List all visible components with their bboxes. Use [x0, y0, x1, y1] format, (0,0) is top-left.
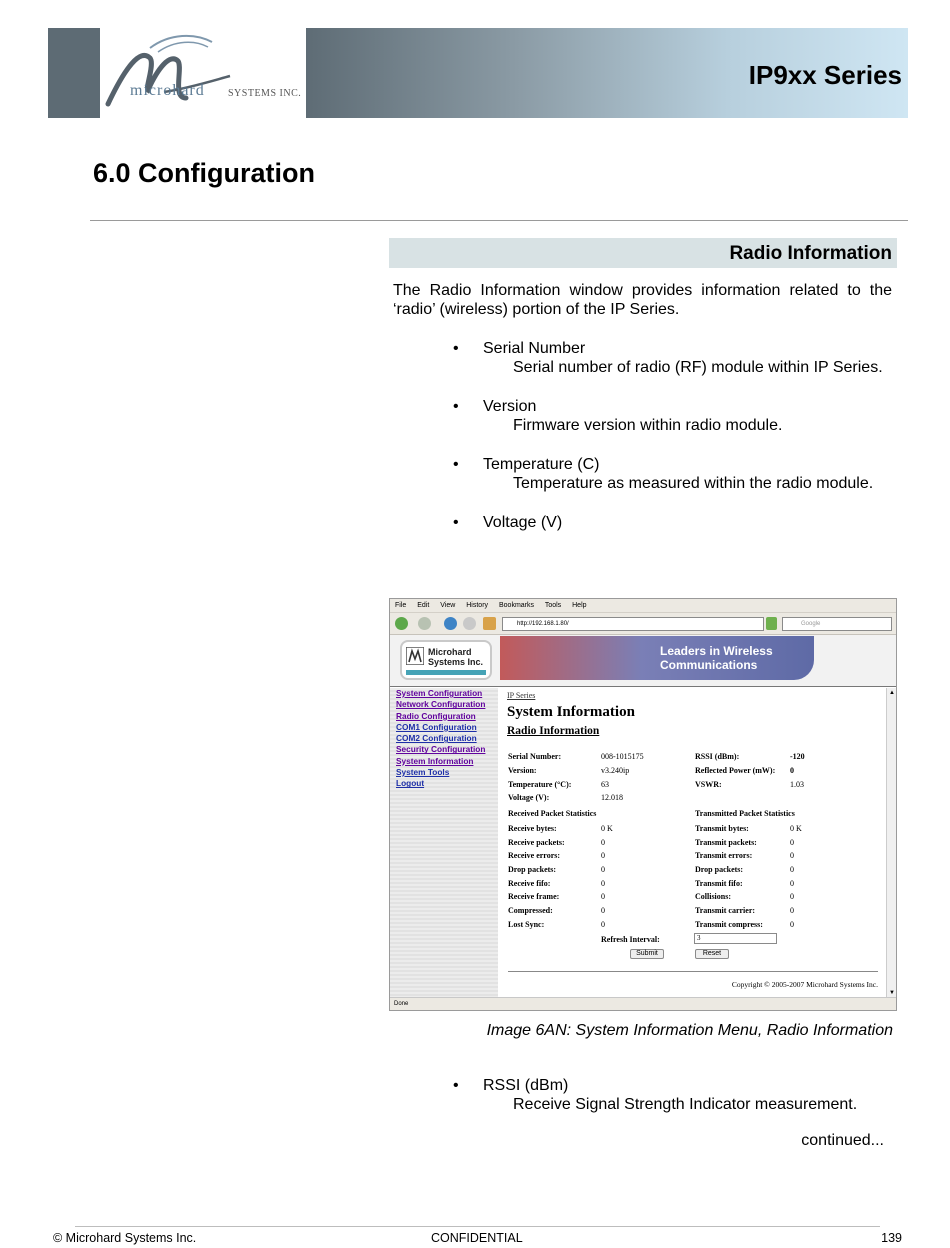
list-item-term: • Version: [453, 397, 893, 416]
browser-navbar: [390, 613, 896, 635]
field-list-continued: [453, 1076, 893, 1134]
banner-brand: Microhard Systems Inc.: [428, 647, 484, 667]
breadcrumb[interactable]: IP Series: [507, 691, 536, 700]
menu-tools[interactable]: Tools: [544, 602, 562, 609]
info-value: 12.018: [601, 793, 623, 802]
stat-key: Drop packets:: [508, 865, 557, 874]
company-logo: [100, 28, 306, 118]
stat-key: Compressed:: [508, 906, 553, 915]
site-content: [498, 688, 886, 998]
stat-value: 0: [601, 920, 605, 929]
intro-paragraph: The Radio Information window provides information related to the ‘radio’ (wireless) portion of the IP Series.: [393, 282, 892, 318]
stat-key: Transmit carrier:: [695, 906, 756, 915]
info-key: RSSI (dBm):: [695, 752, 740, 761]
stat-value: 0: [601, 851, 605, 860]
search-input[interactable]: Google: [782, 617, 892, 631]
stat-value: 0: [790, 906, 794, 915]
stat-key: Receive fifo:: [508, 879, 551, 888]
site-banner: [390, 635, 896, 687]
list-item-term: • RSSI (dBm): [453, 1076, 893, 1095]
tx-stats-title: Transmitted Packet Statistics: [695, 809, 795, 818]
stat-value: 0: [790, 920, 794, 929]
stat-key: Transmit fifo:: [695, 879, 743, 888]
stat-value: 0 K: [790, 824, 802, 833]
list-item-term: • Serial Number: [453, 339, 893, 358]
site-sidebar: [390, 688, 498, 998]
scroll-up-icon[interactable]: ▲: [889, 690, 895, 696]
content-divider: [508, 971, 878, 972]
logo-systems-text: SYSTEMS INC.: [228, 88, 302, 99]
browser-screenshot: [389, 598, 897, 1011]
menu-view[interactable]: View: [440, 602, 456, 609]
info-value: -120: [790, 752, 805, 761]
stop-icon[interactable]: [463, 617, 476, 630]
footer-confidential: CONFIDENTIAL: [431, 1231, 523, 1245]
stat-value: 0: [790, 851, 794, 860]
info-value: 1.03: [790, 780, 804, 789]
banner-tagline-band: [500, 636, 814, 680]
subsection-title: Radio Information: [729, 243, 892, 264]
info-key: Temperature (°C):: [508, 780, 572, 789]
info-key: Version:: [508, 766, 537, 775]
stat-key: Receive errors:: [508, 851, 561, 860]
header-left-block: [48, 28, 100, 118]
stat-value: 0: [601, 892, 605, 901]
refresh-interval-input[interactable]: 3: [694, 933, 777, 944]
sidebar-item-network-configuration[interactable]: Network Configuration: [396, 699, 486, 710]
reload-icon[interactable]: [444, 617, 457, 630]
stat-key: Receive bytes:: [508, 824, 557, 833]
info-value: 0: [790, 766, 794, 775]
forward-icon[interactable]: [418, 617, 431, 630]
stat-key: Transmit packets:: [695, 838, 757, 847]
banner-logo: [400, 640, 492, 680]
page-number: 139: [881, 1231, 902, 1245]
banner-tagline: Leaders in Wireless Communications: [660, 644, 773, 672]
logo-m-icon: [406, 647, 424, 665]
menu-history[interactable]: History: [466, 602, 489, 609]
menu-bookmarks[interactable]: Bookmarks: [498, 602, 534, 609]
page-subtitle: Radio Information: [507, 725, 600, 737]
stat-value: 0 K: [601, 824, 613, 833]
sidebar-item-com2-configuration[interactable]: COM2 Configuration: [396, 733, 477, 744]
stat-value: 0: [601, 865, 605, 874]
logo-wordmark: microhard: [130, 82, 205, 99]
stat-key: Lost Sync:: [508, 920, 545, 929]
footer-divider: [75, 1226, 880, 1227]
stat-key: Transmit compress:: [695, 920, 763, 929]
stat-value: 0: [601, 906, 605, 915]
field-list: [453, 339, 893, 552]
stat-value: 0: [790, 838, 794, 847]
rx-stats-title: Received Packet Statistics: [508, 809, 597, 818]
menu-edit[interactable]: Edit: [417, 602, 430, 609]
figure-caption: Image 6AN: System Information Menu, Radio Information: [486, 1022, 893, 1039]
stat-value: 0: [790, 892, 794, 901]
series-title: IP9xx Series: [748, 60, 902, 90]
info-value: 63: [601, 780, 609, 789]
logo-m-mark: [100, 28, 306, 118]
info-value: 008-1015175: [601, 752, 644, 761]
scroll-down-icon[interactable]: ▼: [889, 990, 895, 996]
list-item: [453, 1076, 893, 1114]
list-item-desc: Serial number of radio (RF) module within IP Series.: [513, 359, 883, 376]
continued-note: continued...: [801, 1132, 884, 1149]
scrollbar[interactable]: [886, 688, 896, 998]
address-bar[interactable]: http://192.168.1.80/: [502, 617, 764, 631]
info-key: Reflected Power (mW):: [695, 766, 776, 775]
menu-help[interactable]: Help: [572, 602, 587, 609]
submit-button[interactable]: Submit: [630, 949, 664, 959]
list-item-desc: Firmware version within radio module.: [513, 417, 783, 434]
stat-key: Receive packets:: [508, 838, 565, 847]
banner-logo-strip: [406, 670, 486, 675]
info-key: Voltage (V):: [508, 793, 550, 802]
sidebar-item-com1-configuration[interactable]: COM1 Configuration: [396, 721, 477, 732]
home-icon[interactable]: [483, 617, 496, 630]
list-item-term: • Temperature (C): [453, 455, 893, 474]
reset-button[interactable]: Reset: [695, 949, 729, 959]
list-item: [453, 455, 893, 493]
info-value: v3.240ip: [601, 766, 630, 775]
browser-status-bar: Done: [390, 997, 896, 1010]
list-item-term: • Voltage (V): [453, 513, 893, 532]
menu-file[interactable]: File: [395, 602, 407, 609]
sidebar-item-security-configuration[interactable]: Security Configuration: [396, 744, 486, 755]
sidebar-item-radio-configuration[interactable]: Radio Configuration: [396, 710, 476, 721]
list-item: [453, 339, 893, 377]
stat-key: Collisions:: [695, 892, 732, 901]
refresh-interval-label: Refresh Interval:: [601, 935, 660, 944]
stat-key: Drop packets:: [695, 865, 744, 874]
stat-value: 0: [790, 865, 794, 874]
back-icon[interactable]: [395, 617, 408, 630]
section-title: 6.0 Configuration: [93, 158, 315, 188]
list-item: [453, 397, 893, 435]
stat-key: Transmit bytes:: [695, 824, 749, 833]
browser-menubar: [390, 599, 896, 613]
sidebar-item-logout[interactable]: Logout: [396, 778, 425, 789]
stat-value: 0: [601, 838, 605, 847]
stat-key: Receive frame:: [508, 892, 560, 901]
page-title: System Information: [507, 704, 635, 720]
list-item-desc: Temperature as measured within the radio module.: [513, 475, 874, 492]
info-key: Serial Number:: [508, 752, 562, 761]
sidebar-item-system-tools[interactable]: System Tools: [396, 767, 450, 778]
stat-key: Transmit errors:: [695, 851, 753, 860]
go-icon[interactable]: [766, 617, 777, 630]
sidebar-item-system-configuration[interactable]: System Configuration: [396, 688, 483, 698]
site-copyright: Copyright © 2005-2007 Microhard Systems Inc.: [731, 980, 878, 989]
stat-value: 0: [790, 879, 794, 888]
sidebar-item-system-information[interactable]: System Information: [396, 755, 474, 766]
stat-value: 0: [601, 879, 605, 888]
subsection-header: [389, 238, 897, 268]
section-divider: [90, 220, 908, 221]
info-key: VSWR:: [695, 780, 722, 789]
list-item: [453, 513, 893, 532]
list-item-desc: Receive Signal Strength Indicator measurement.: [513, 1096, 858, 1113]
footer-copyright: © Microhard Systems Inc.: [53, 1231, 197, 1245]
